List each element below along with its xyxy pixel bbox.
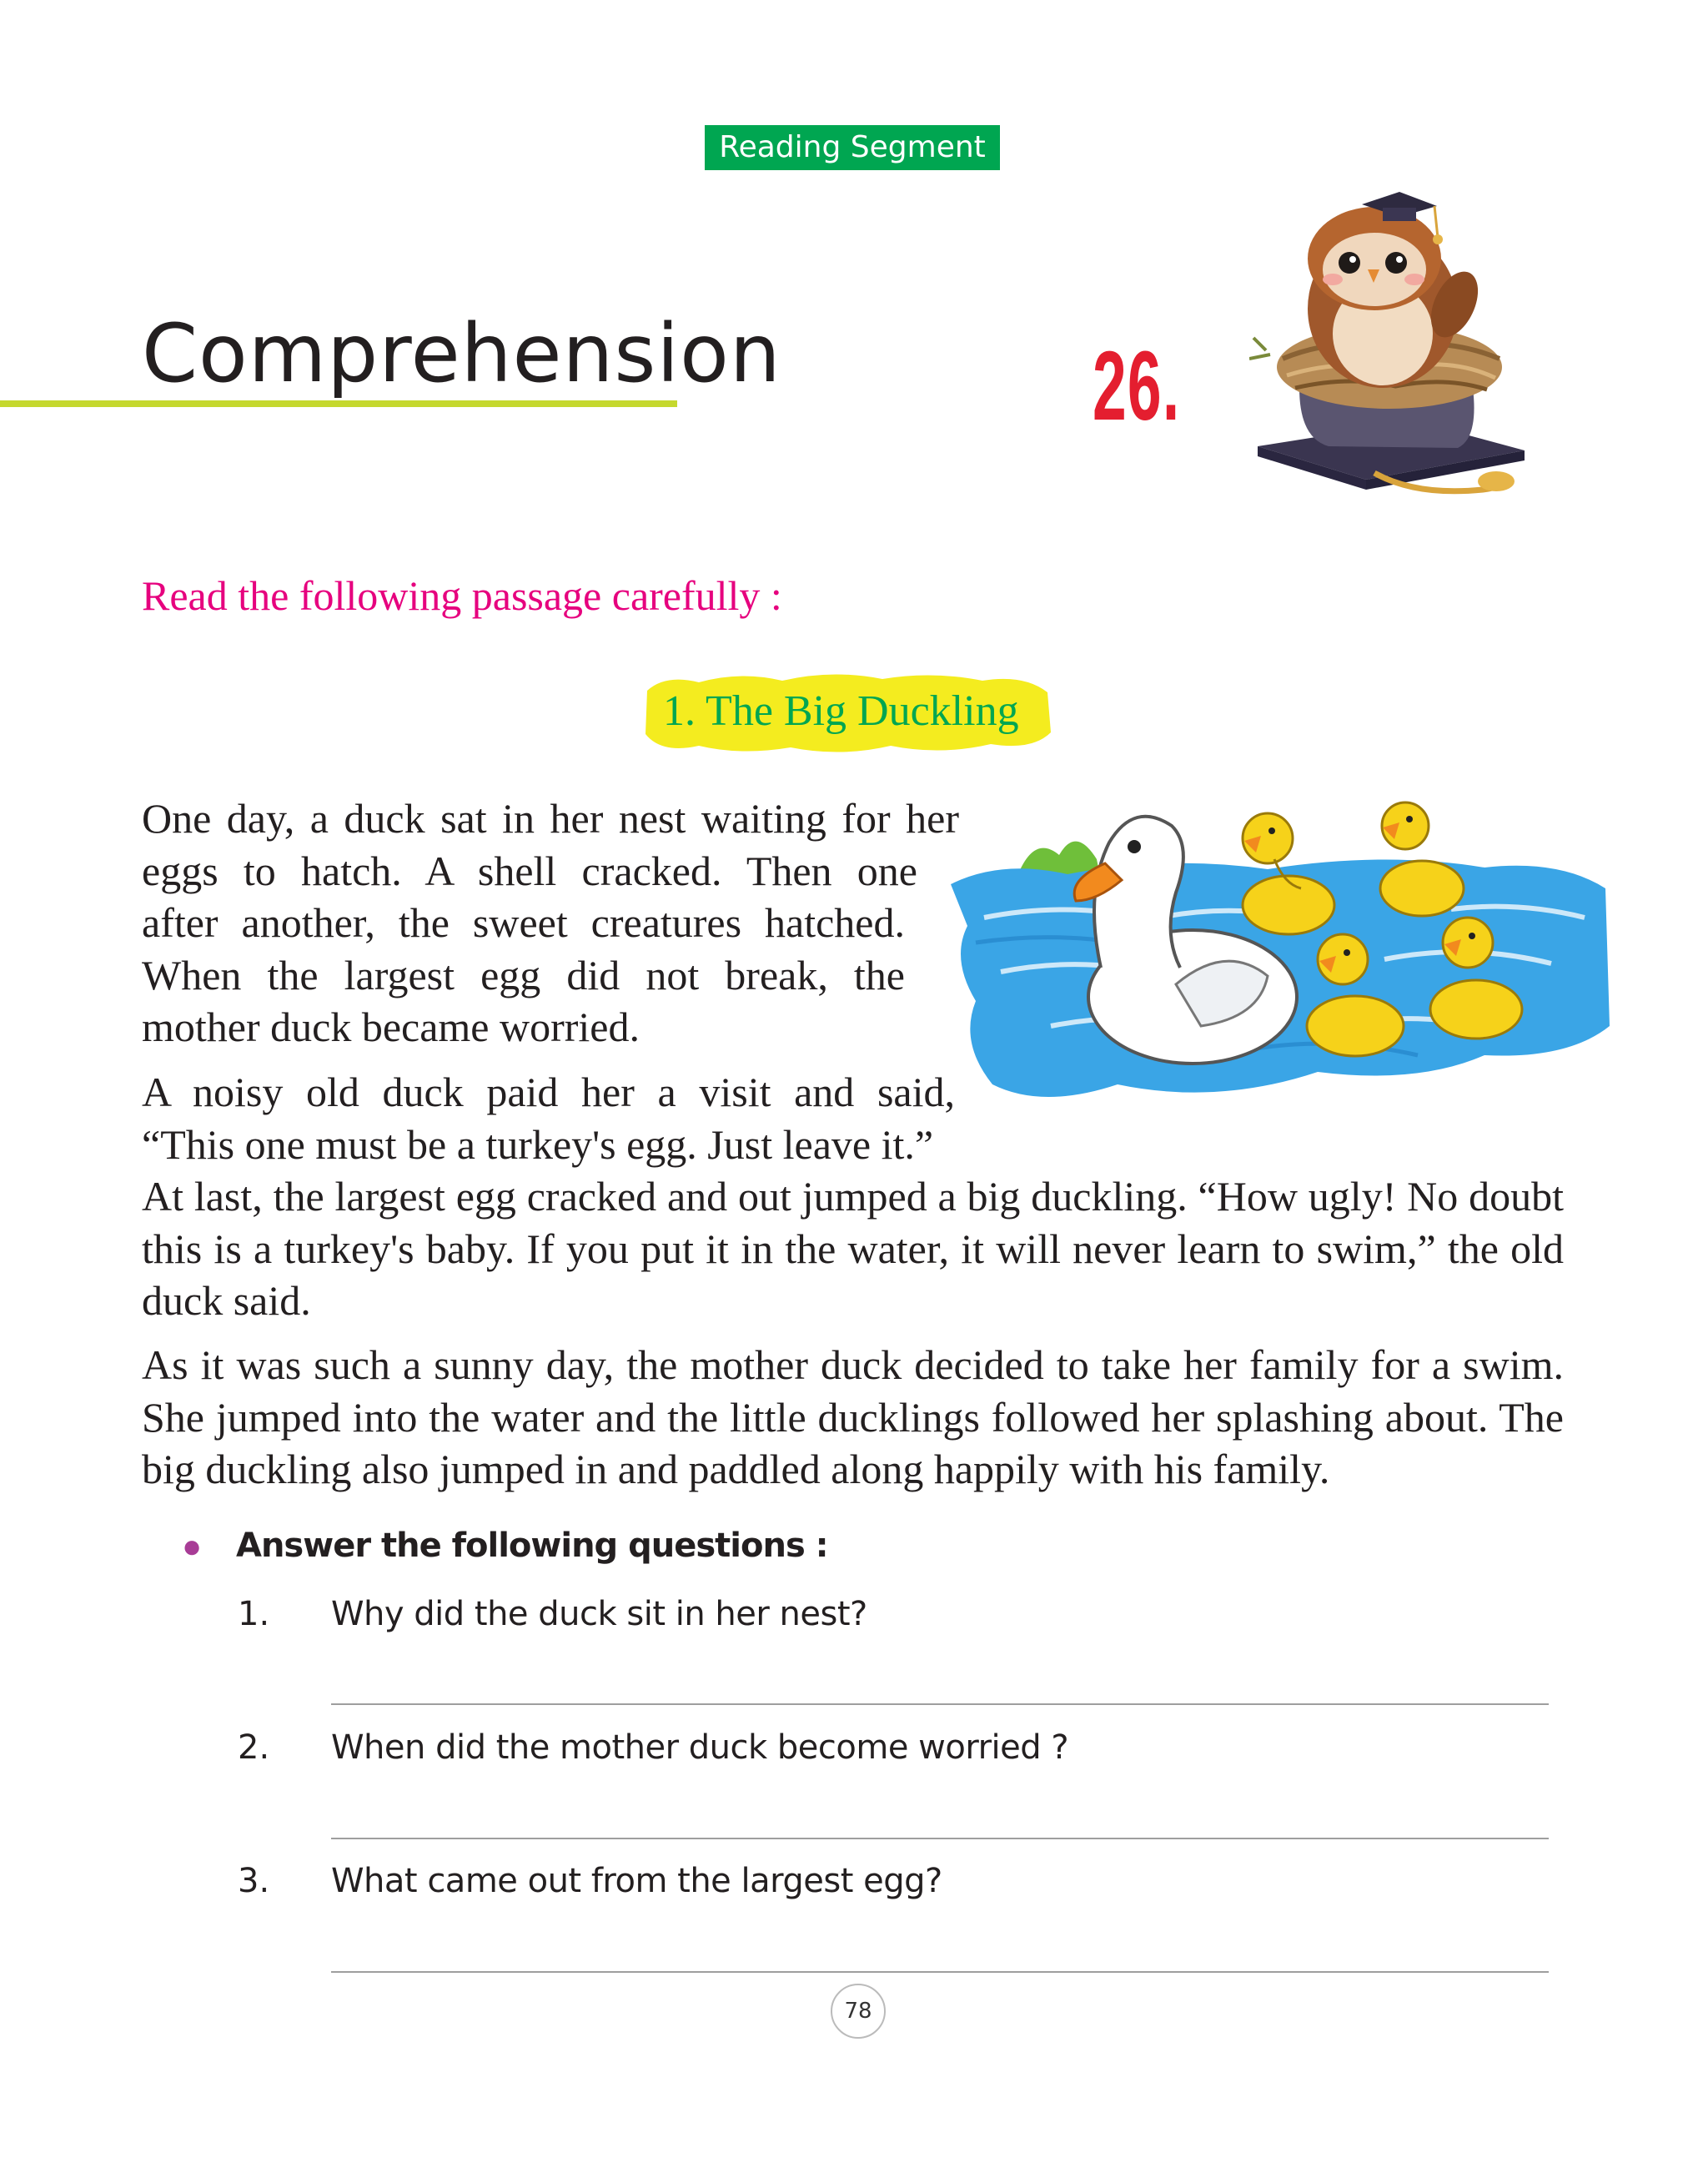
question-number: 1. (238, 1595, 270, 1633)
paragraph-line: One day, a duck sat in her nest waiting for her (142, 795, 959, 842)
story-paragraph-3: At last, the largest egg cracked and out jumped a big duckling. “How ugly! No doubt this is a turkey's baby. If you put it in the water, it will never learn to swim,” the old duck said. (142, 1173, 1564, 1324)
bullet-icon: ● (182, 1528, 203, 1565)
paragraph-line: after another, the sweet creatures hatched. (142, 899, 905, 946)
paragraph-line: A noisy old duck paid her a visit and said, (142, 1069, 955, 1115)
questions-heading: Answer the following questions : (236, 1527, 828, 1565)
paragraph-line: mother duck became worried. (142, 1003, 640, 1050)
page-title: Comprehension (142, 307, 781, 400)
title-underline (0, 400, 677, 407)
story-title: 1. The Big Duckling (663, 687, 1019, 735)
question-number: 3. (238, 1862, 270, 1900)
question-text: Why did the duck sit in her nest? (331, 1595, 867, 1633)
story-paragraph-1 (142, 792, 959, 1054)
paragraph-line: When the largest egg did not break, the (142, 951, 905, 998)
reading-segment-badge: Reading Segment (705, 125, 1000, 170)
instruction-text: Read the following passage carefully : (142, 572, 782, 619)
duck-and-ducklings-illustration (951, 776, 1610, 1134)
question-number: 2. (238, 1728, 270, 1767)
answer-line[interactable] (331, 1971, 1549, 1973)
question-text: What came out from the largest egg? (331, 1862, 942, 1900)
paragraph-line: eggs to hatch. A shell cracked. Then one (142, 847, 917, 894)
story-paragraph-4: As it was such a sunny day, the mother duck decided to take her family for a swim. She jumped into the water and the little ducklings followed her splashing about. The big duckling also jumped in and paddled along happily with his family. (142, 1341, 1564, 1492)
answer-line[interactable] (331, 1838, 1549, 1839)
page-number-badge: 78 (831, 1984, 886, 2039)
owl-on-graduation-cap-icon (1249, 179, 1533, 513)
paragraph-line: “This one must be a turkey's egg. Just leave it.” (142, 1120, 934, 1168)
answer-line[interactable] (331, 1703, 1549, 1705)
story-paragraph-2 (142, 1066, 959, 1170)
question-text: When did the mother duck become worried ? (331, 1728, 1069, 1767)
lesson-number: 26. (1093, 331, 1181, 441)
